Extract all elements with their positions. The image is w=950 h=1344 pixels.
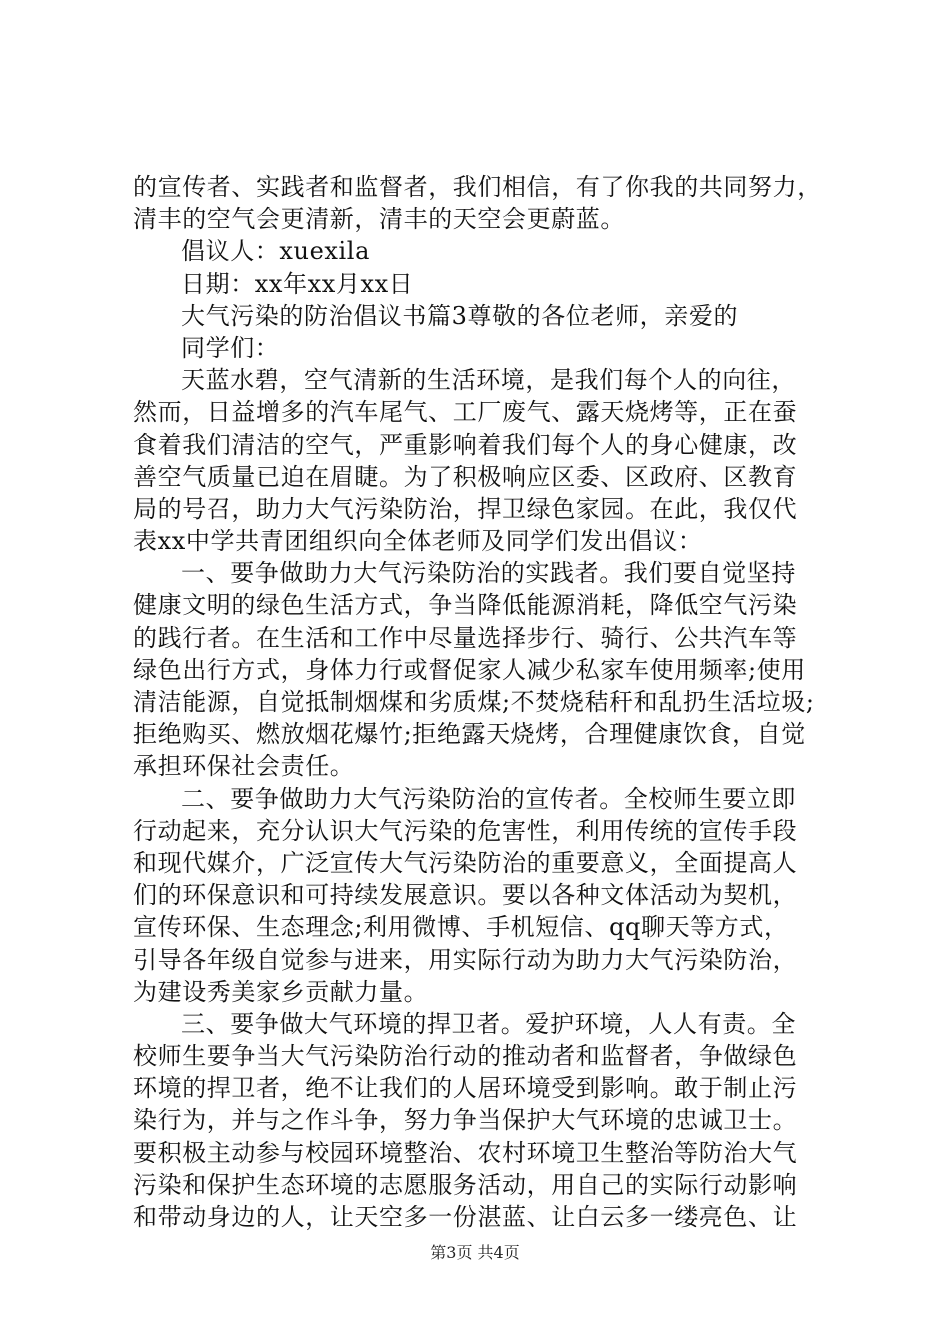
text-line: 健康文明的绿色生活方式，争当降低能源消耗，降低空气污染 <box>133 591 798 620</box>
text-line: 拒绝购买、燃放烟花爆竹;拒绝露天烧烤，合理健康饮食，自觉 <box>133 720 806 749</box>
text-line: 和带动身边的人，让天空多一份湛蓝、让白云多一缕亮色、让 <box>133 1203 798 1231</box>
text-line: 宣传环保、生态理念;利用微博、手机短信、qq聊天等方式， <box>133 913 789 942</box>
text-line: 一、要争做助力大气污染防治的实践者。我们要自觉坚持 <box>181 559 796 588</box>
text-line: 倡议人：xuexila <box>181 237 370 266</box>
text-line: 的践行者。在生活和工作中尽量选择步行、骑行、公共汽车等 <box>133 623 798 652</box>
text-line: 校师生要争当大气污染防治行动的推动者和监督者，争做绿色 <box>133 1042 798 1071</box>
text-line: 天蓝水碧，空气清新的生活环境，是我们每个人的向往， <box>181 366 796 395</box>
text-line: 环境的捍卫者，绝不让我们的人居环境受到影响。敢于制止污 <box>133 1074 798 1103</box>
text-line: 二、要争做助力大气污染防治的宣传者。全校师生要立即 <box>181 784 796 813</box>
text-line: 承担环保社会责任。 <box>133 752 355 781</box>
text-line: 然而，日益增多的汽车尾气、工厂废气、露天烧烤等，正在蚕 <box>133 398 798 427</box>
text-line: 们的环保意识和可持续发展意识。要以各种文体活动为契机， <box>133 881 798 910</box>
text-line: 染行为，并与之作斗争，努力争当保护大气环境的忠诚卫士。 <box>133 1106 798 1135</box>
text-line: 善空气质量已迫在眉睫。为了积极响应区委、区政府、区教育 <box>133 462 798 491</box>
text-line: 要积极主动参与校园环境整治、农村环境卫生整治等防治大气 <box>133 1138 798 1167</box>
text-line: 食着我们清洁的空气，严重影响着我们每个人的身心健康，改 <box>133 430 798 459</box>
text-line: 行动起来，充分认识大气污染的危害性，利用传统的宣传手段 <box>133 816 798 845</box>
text-line: 大气污染的防治倡议书篇3尊敬的各位老师，亲爱的 <box>181 301 739 330</box>
text-line: 局的号召，助力大气污染防治，捍卫绿色家园。在此，我仅代 <box>133 494 798 523</box>
text-line: 同学们： <box>181 333 280 362</box>
text-line: 清丰的空气会更清新，清丰的天空会更蔚蓝。 <box>133 205 625 234</box>
text-line: 三、要争做大气环境的捍卫者。爱护环境，人人有责。全 <box>181 1009 796 1038</box>
text-line: 和现代媒介，广泛宣传大气污染防治的重要意义，全面提高人 <box>133 848 798 877</box>
text-line: 表xx中学共青团组织向全体老师及同学们发出倡议： <box>133 527 703 556</box>
text-line: 清洁能源，自觉抵制烟煤和劣质煤;不焚烧秸秆和乱扔生活垃圾; <box>133 688 815 716</box>
document-body <box>133 171 833 1233</box>
text-line: 的宣传者、实践者和监督者，我们相信，有了你我的共同努力， <box>133 173 822 201</box>
text-line: 引导各年级自觉参与进来，用实际行动为助力大气污染防治， <box>133 945 798 974</box>
page-footer: 第3页 共4页 <box>430 1243 520 1262</box>
text-line: 为建设秀美家乡贡献力量。 <box>133 977 429 1006</box>
text-line: 日期：xx年xx月xx日 <box>181 269 414 298</box>
text-line: 污染和保护生态环境的志愿服务活动，用自己的实际行动影响 <box>133 1170 798 1199</box>
text-line: 绿色出行方式，身体力行或督促家人减少私家车使用频率;使用 <box>133 655 806 684</box>
